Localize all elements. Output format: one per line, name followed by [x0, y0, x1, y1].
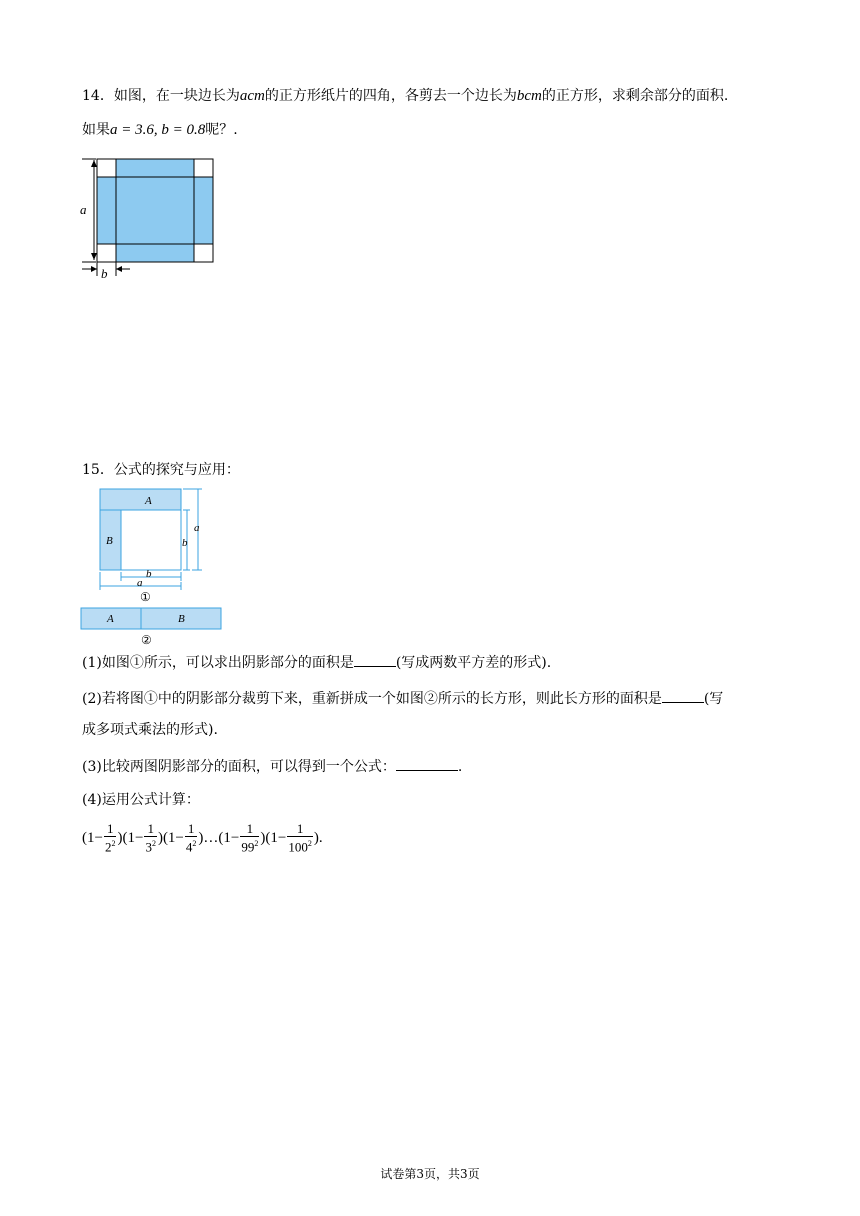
q15-title-line [82, 460, 240, 480]
q15-part1-suffix: (写成两数平方差的形式). [395, 655, 552, 671]
expr-fraction [104, 822, 117, 854]
denominator-exponent: 2 [111, 838, 116, 848]
q15-fig1-label-A: A [145, 495, 152, 507]
q15-part2-text: (2)若将图①中的阴影部分裁剪下来，重新拼成一个如图②所示的长方形，则此长方形的面积是 [82, 691, 662, 707]
q15-fig1-label-b-bottom: b [146, 568, 152, 580]
expr-term-suffix: ) [198, 830, 204, 846]
q15-fig1-label-a-right: a [194, 522, 200, 534]
q15-fig2-label-A: A [107, 613, 114, 625]
denominator-base: 100 [288, 839, 308, 855]
expr-term-suffix: ) [157, 830, 163, 846]
fraction-numerator: 1 [287, 822, 313, 837]
q15-part1 [82, 652, 551, 673]
expr-fraction [287, 822, 313, 854]
q14-line2-prefix: 如果 [82, 122, 110, 138]
q14-line2-suffix: 呢？. [205, 122, 238, 138]
q15-part2-line2: 成多项式乘法的形式). [82, 722, 218, 738]
expr-term-prefix: (1− [122, 830, 144, 846]
fraction-denominator [240, 837, 259, 854]
denominator-base: 3 [145, 839, 152, 855]
expr-term-suffix: ) [117, 830, 123, 846]
q15-fig1-caption: ① [140, 590, 151, 604]
q14-text-part3: 的正方形，求剩余部分的面积. [541, 88, 729, 104]
denominator-base: 99 [241, 839, 255, 855]
fraction-denominator [287, 837, 313, 854]
q15-part3 [82, 756, 462, 777]
q15-part1-text: (1)如图①所示，可以求出阴影部分的面积是 [82, 655, 354, 671]
q14-var-a: acm [239, 88, 265, 104]
q15-part3-blank[interactable] [396, 756, 458, 771]
q14-number: 14． [82, 88, 114, 104]
expr-fraction [185, 822, 198, 854]
expr-term-prefix: (1− [162, 830, 184, 846]
q14-text-part2: 的正方形纸片的四角，各剪去一个边长为 [264, 88, 517, 104]
q14-line2-math: a = 3.6, b = 0.8 [110, 122, 206, 138]
q15-fig1-label-a-bottom: a [137, 577, 143, 589]
q14-figure [78, 156, 218, 280]
q14-line2 [82, 120, 238, 140]
q14-text-part1: 如图，在一块边长为 [113, 88, 240, 104]
q15-number: 15． [82, 462, 114, 478]
fraction-denominator [185, 837, 198, 854]
q15-part1-blank[interactable] [354, 652, 396, 667]
denominator-base: 2 [104, 839, 112, 855]
q15-fig2-caption: ② [141, 633, 152, 647]
q15-part2-blank[interactable] [662, 688, 704, 703]
expr-fraction [240, 822, 259, 854]
expr-term-prefix: (1− [265, 830, 287, 846]
q15-expression [82, 820, 323, 860]
fraction-numerator: 1 [144, 822, 157, 837]
denominator-exponent: 2 [254, 838, 259, 848]
expr-fraction [144, 822, 157, 854]
q15-figure1 [92, 486, 212, 604]
q15-fig1-label-b-right: b [182, 537, 188, 549]
fraction-denominator [144, 837, 157, 854]
expr-term-prefix: …(1− [203, 830, 240, 846]
q14-line1 [82, 86, 728, 106]
q14-label-b: b [101, 266, 108, 280]
q15-fig2-label-B: B [178, 613, 185, 625]
page-footer: 试卷第3页，共3页 [380, 1167, 480, 1181]
q15-part2-suffix: (写 [703, 691, 724, 707]
fraction-numerator: 1 [104, 822, 117, 837]
q15-part2 [82, 688, 723, 709]
fraction-denominator [104, 837, 117, 854]
q14-label-a: a [80, 202, 87, 217]
q15-part3-suffix: . [457, 759, 463, 775]
denominator-exponent: 2 [307, 838, 312, 848]
denominator-exponent: 2 [151, 838, 156, 848]
q15-part4: (4)运用公式计算： [82, 792, 200, 808]
denominator-base: 4 [185, 839, 193, 855]
fraction-numerator: 1 [185, 822, 198, 837]
q15-fig1-label-B: B [106, 535, 113, 547]
expr-term-prefix: (1− [82, 830, 103, 846]
q15-figure2 [80, 606, 224, 648]
q15-part3-text: (3)比较两图阴影部分的面积，可以得到一个公式： [82, 759, 396, 775]
denominator-exponent: 2 [192, 838, 197, 848]
expr-term-suffix: ) [260, 830, 266, 846]
q14-var-b: bcm [516, 88, 542, 104]
expr-term-suffix: ). [313, 830, 323, 846]
q15-title: 公式的探究与应用： [113, 462, 240, 478]
fraction-numerator: 1 [240, 822, 259, 837]
